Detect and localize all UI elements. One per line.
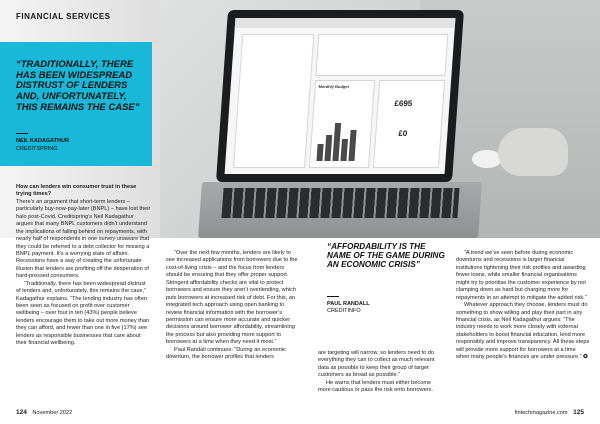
laptop-screen (216, 10, 464, 182)
section-header: FINANCIAL SERVICES (16, 12, 111, 21)
end-mark-icon: ✪ (583, 354, 588, 361)
column-4-paragraph-2 (456, 302, 590, 362)
pull-quote-1-name: NEIL KADAGATHUR (16, 138, 69, 144)
site-url: fintechmagazine.com (514, 410, 568, 416)
screen-bar-chart (316, 113, 365, 161)
screen-budget-panel (309, 80, 375, 168)
column-4 (456, 250, 590, 362)
section-heading: How can lenders win consumer trust in these trying times? (16, 184, 137, 198)
column-2-paragraph-2: Paul Randall continues: “During an economic downturn, the borrower profiles that lenders (166, 346, 286, 361)
column-4-paragraph-1: “A trend we’ve seen before during economic downturns and recessions is larger financial institutions tightening their risk profiles and awarding fewer loans, while smaller financial organisations might try to prioritise the customer experience by not clamping down as hard but charging more for repayments in an attempt to mitigate the added risk.” (456, 250, 587, 301)
column-3-paragraph-2: He warns that lenders must either become more cautious or pass the risk onto borrowers. (318, 379, 434, 394)
hand (498, 128, 568, 176)
laptop-screen-display (225, 18, 456, 174)
screen-bar (348, 130, 356, 161)
pull-quote-1-rule (16, 133, 28, 134)
footer-left (16, 409, 72, 416)
screen-bar (340, 139, 348, 161)
screen-value-panel (373, 80, 445, 168)
pull-quote-2-name: PAUL RANDALL (327, 301, 370, 307)
keyboard-keys (221, 188, 459, 218)
laptop-keyboard (198, 182, 482, 238)
footer-right (515, 409, 584, 416)
pull-quote-2-text: “AFFORDABILITY IS THE NAME OF THE GAME DURING AN ECONOMIC CRISIS” (327, 242, 445, 270)
issue-date: November 2022 (32, 410, 73, 416)
column-2 (166, 250, 301, 362)
column-2-paragraph-1: “Over the next few months, lenders are likely to see increased applications from borrowers due to the cost-of-living crisis – and the focus from lenders should be ensuring that they offer proper support. Stringent affordability checks are vital to protect borrowers and ensure they aren’t overlending, which puts borrowers at increased risk of debt. For this, an integrated tech approach using open banking to review financial information with the borrower’s permission can ensure more accurate and quicker decisions around borrower affordability, streamlining the process but also providing more support to borrowers at a time when they need it most.” (166, 250, 298, 346)
column-3 (318, 350, 444, 395)
screen-top-panel (315, 34, 448, 76)
column-4-paragraph-2-text: Whatever approach they choose, lenders must do something to show willing and play their part in any financial crisis, as Neil Kadagathur argues: “The industry needs to work more closely with external stakeholders to boost financial education, lend more responsibly and improve transparency. All these steps will provide more support for borrowers at a time when many people’s finances are under pressure.” (456, 302, 590, 361)
screen-widget-title: Monthly Budget (318, 84, 350, 89)
screen-toolbar (235, 18, 456, 28)
pull-quote-1-text: “TRADITIONALLY, THERE HAS BEEN WIDESPREAD DISTRUST OF LENDERS AND, UNFORTUNATELY, THIS REMAINS THE CASE” (16, 59, 140, 113)
left-page-number: 124 (16, 409, 27, 416)
screen-bar (324, 135, 332, 161)
pull-quote-2-rule (327, 296, 339, 297)
column-1-paragraph-1: There’s an argument that short-term lenders – particularly buy-now-pay-later (BNPL) – have lost their halo post-Covid. Creditspring’s Neil Kadagathur argues that many BNPL customers didn’t understand the implications of falling behind on repayments, with nearly half of respondents in one survey unaware that they could be referred to a debt collector for missing a BNPL payment. It’s a worrying state of affairs. Recessions have a way of creating the unfortunate illusion that lenders are profiting off the desperation of hard-pressed consumers. (16, 198, 151, 280)
screen-bar (316, 144, 323, 161)
column-1 (16, 184, 151, 348)
column-1-paragraph-2: “Traditionally, there has been widespread distrust of lenders and, unfortunately, this remains the case,” Kadagathur explains. “The lending industry has often been seen as focused on profit over customer wellbeing – over four in ten (43%) people believe lenders encourage them to take out more money than they can afford, and fewer than one in five (17%) see lenders as responsible businesses that care about their financial wellbeing. (16, 280, 150, 347)
pull-quote-1-org: CREDITSPRING (16, 146, 58, 152)
screen-widget-value-2: £0 (398, 129, 408, 138)
screen-sidebar-panel (233, 34, 314, 168)
column-3-paragraph-1: are targeting will narrow, so lenders need to do everything they can to collect as much relevant data as possible to keep their group of target customers as broad as possible.” (318, 350, 435, 379)
pull-quote-2-org: CREDITINFO (327, 308, 361, 314)
screen-widget-value: £695 (394, 99, 413, 108)
right-page-number: 125 (573, 409, 584, 416)
